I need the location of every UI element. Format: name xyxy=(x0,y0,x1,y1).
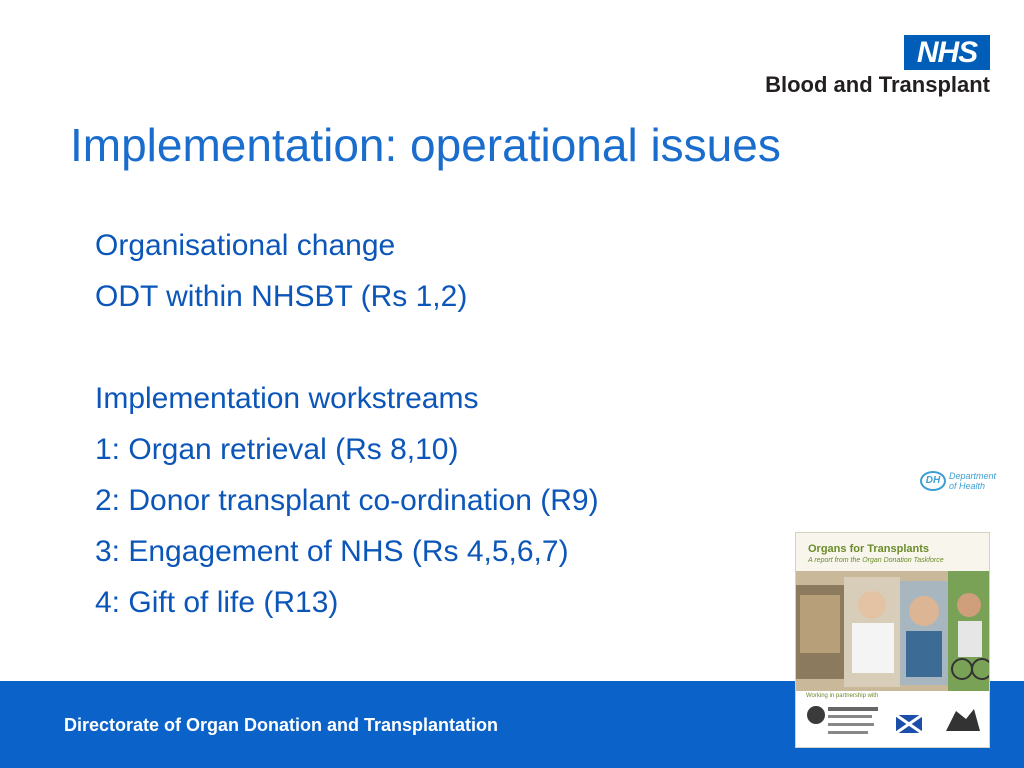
department-of-health-logo xyxy=(920,471,996,491)
slide-title: Implementation: operational issues xyxy=(70,119,781,171)
nhs-logo xyxy=(904,35,990,70)
dh-logo-text xyxy=(949,471,996,491)
nhs-logo-name: Blood and Transplant xyxy=(765,72,990,97)
bullet-item: Organisational change xyxy=(95,229,396,262)
report-cover-image xyxy=(795,532,990,748)
footer-text: Directorate of Organ Donation and Transplantation xyxy=(64,715,499,735)
bullet-item: 2: Donor transplant co-ordination (R9) xyxy=(95,484,599,517)
bullet-item: 4: Gift of life (R13) xyxy=(95,586,339,619)
report-cover-partner-text: Working in partnership with xyxy=(806,693,879,699)
report-cover-photo-collage xyxy=(796,571,990,693)
bullet-spacer xyxy=(95,322,599,373)
bullet-item: ODT within NHSBT (Rs 1,2) xyxy=(95,280,468,313)
bullet-item: 3: Engagement of NHS (Rs 4,5,6,7) xyxy=(95,535,569,568)
bullet-item: Implementation workstreams xyxy=(95,382,479,415)
report-cover-title: Organs for Transplants xyxy=(808,543,930,555)
nhs-logo-mark: NHS xyxy=(916,36,978,69)
dh-logo-text-line: of Health xyxy=(949,481,986,491)
bullet-list xyxy=(95,220,599,628)
partner-logos xyxy=(796,701,990,748)
dh-logo-text-line: Department xyxy=(949,471,997,481)
bullet-item: 1: Organ retrieval (Rs 8,10) xyxy=(95,433,459,466)
dh-logo-mark: DH xyxy=(920,471,946,491)
report-cover-subtitle: A report from the Organ Donation Taskforce xyxy=(808,557,944,564)
report-cover-partners xyxy=(796,691,990,748)
